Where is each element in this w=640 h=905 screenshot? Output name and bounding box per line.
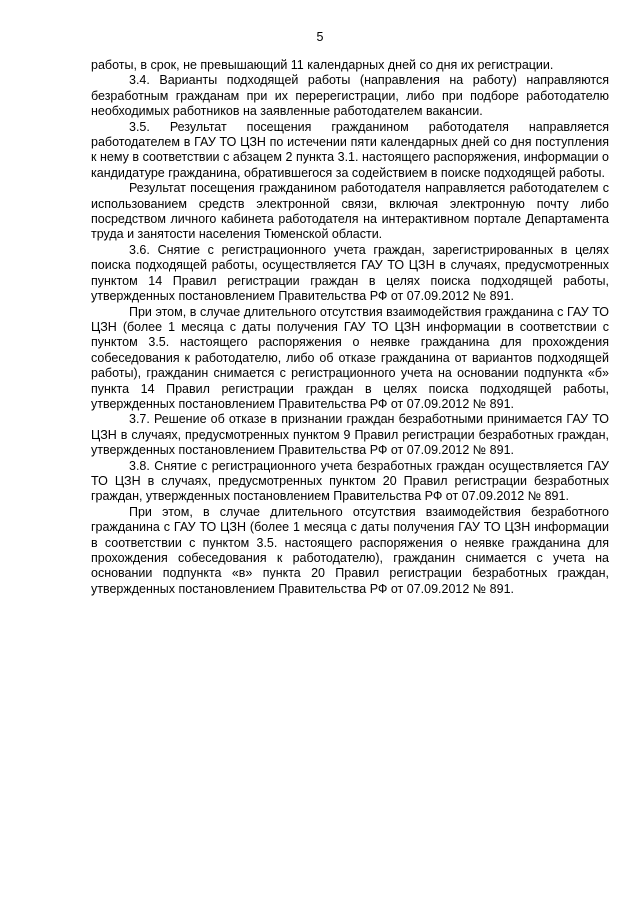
paragraph-3-6: 3.6. Снятие с регистрационного учета граждан, зарегистрированных в целях поиска подходящей работы, осуществляется ГАУ ТО ЦЗН в случаях, предусмотренных пунктом 14 Правил регистрации граждан в целях поиска подходящей работы, утвержденных постановлением Правительства РФ от 07.09.2012 № 891. <box>91 242 609 304</box>
paragraph-3-8: 3.8. Снятие с регистрационного учета безработных граждан осуществляется ГАУ ТО ЦЗН в случаях, предусмотренных пунктом 20 Правил регистрации безработных граждан, утвержденных постановлением Правительства РФ от 07.09.2012 № 891. <box>91 458 609 504</box>
paragraph-3-4: 3.4. Варианты подходящей работы (направления на работу) направляются безработным гражданам при их перерегистрации, либо при подборе работодателю необходимых работников на заявленные работодателем вакансии. <box>91 73 609 119</box>
document-body <box>91 58 609 597</box>
paragraph-3-5: 3.5. Результат посещения гражданином работодателя направляется работодателем в ГАУ ТО ЦЗН по истечении пяти календарных дней со дня поступления к нему в соответствии с абзацем 2 пункта 3.1. настоящего распоряжения, информации о кандидатуре гражданина, обратившегося за содействием в поиске подходящей работы. <box>91 119 609 180</box>
paragraph-3-8-note: При этом, в случае длительного отсутствия взаимодействия безработного гражданина с ГАУ ТО ЦЗН (более 1 месяца с даты получения ГАУ ТО ЦЗН информации в соответствии с пунктом 3.5. настоящего распоряжения о неявке гражданина для прохождения собеседования к работодателю), гражданин снимается с учета на основании подпункта «в» пункта 20 Правил регистрации безработных граждан, утвержденных постановлением Правительства РФ от 07.09.2012 № 891. <box>91 504 609 596</box>
paragraph-3-7: 3.7. Решение об отказе в признании граждан безработными принимается ГАУ ТО ЦЗН в случаях, предусмотренных пунктом 9 Правил регистрации безработных граждан, утвержденных постановлением Правительства РФ от 07.09.2012 № 891. <box>91 412 609 458</box>
paragraph-3-5-result: Результат посещения гражданином работодателя направляется работодателем с использованием средств электронной связи, включая электронную почту либо посредством личного кабинета работодателя на интерактивном портале Департамента труда и занятости населения Тюменской области. <box>91 181 609 242</box>
paragraph-1: работы, в срок, не превышающий 11 календарных дней со дня их регистрации. <box>91 58 554 72</box>
page-number: 5 <box>316 30 324 44</box>
paragraph-3-6-note: При этом, в случае длительного отсутствия взаимодействия гражданина с ГАУ ТО ЦЗН (более 1 месяца с даты получения ГАУ ТО ЦЗН информации в соответствии с пунктом 3.5. настоящего распоряжения о неявке гражданина для прохождения собеседования к работодателю, либо об отказе гражданина от вариантов подходящей работы), гражданин снимается с регистрационного учета на основании подпункта «б» пункта 14 Правил регистрации граждан в целях поиска подходящей работы, утвержденных постановлением Правительства РФ от 07.09.2012 № 891. <box>91 304 609 411</box>
